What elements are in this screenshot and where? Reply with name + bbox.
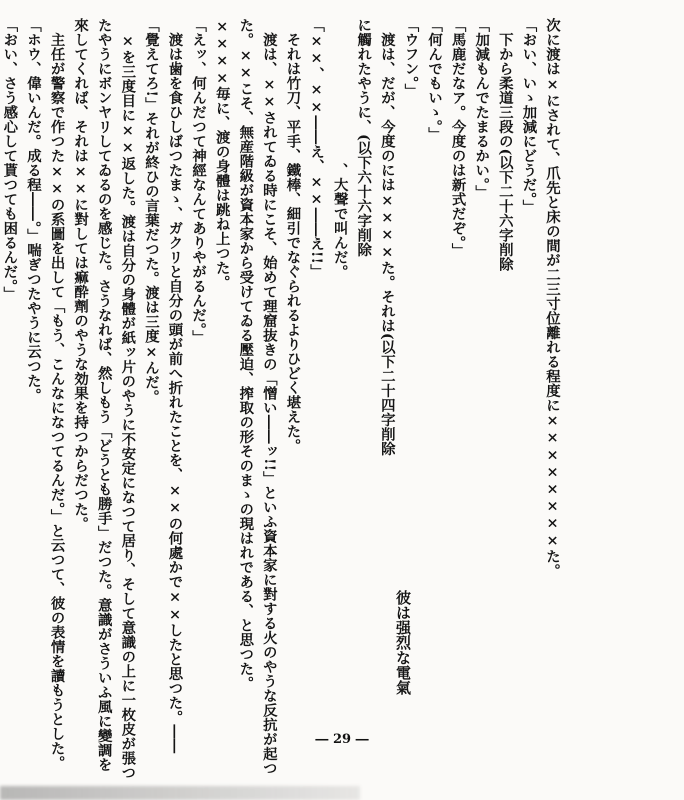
text-line: たやうにボンヤリしてゐるのを感じた。さうなれば、然しもう「どうとも勝手」だつた。意識がさういふ風に變調を — [95, 18, 113, 772]
text-line: 、大聲で叫んだ。 — [331, 18, 349, 279]
text-line: 「おい、さう感心して貰つても困るんだ。」 — [1, 18, 19, 301]
text-line: 渡は歯を食ひしばつたまゝ、ガクリと自分の頭が前へ折れたことを、××の何處かで××したと思つた。―― — [166, 18, 184, 754]
side-note-text: 彼は强烈な電氣 — [394, 590, 412, 695]
text-line: ×を三度目に××返した。渡は自分の身體が紙ッ片のやうに不安定になつて居り、そして意識の上に一枚皮が張つ — [119, 18, 137, 780]
bottom-edge-bleed — [0, 786, 360, 800]
text-line: に觸れたやうに、(以下六十六字削除 — [355, 18, 373, 257]
text-line: ××××毎に、渡の身體は跳ね上つた。 — [213, 18, 231, 290]
text-line: 「おい、いゝ加減にどうだ。」 — [520, 18, 538, 214]
text-line: 渡は、××されてゐる時にこそ、始めて理窟抜きの「憎い――ッ!!」といふ資本家に對する火のやうな反抗が起つ — [260, 18, 278, 776]
page-number: ― 29 ― — [315, 732, 369, 747]
text-line: 「××、××――え、××――え!!」 — [308, 18, 326, 279]
text-line: 主任が警察で作つた××の系圖を出して「もう、こんなになつてるんだ。」と云つて、彼の表情を讀もうとした。 — [48, 18, 66, 770]
text-line: 「ホウ、偉いんだ。成る程――。」喘ぎつたやうに云つた。 — [24, 18, 42, 403]
text-line: 「えッ、何んだつて神經なんてありやがるんだ。」 — [190, 18, 208, 345]
text-line: 「何んでもいゝ。」 — [426, 18, 444, 142]
text-line: 「加減もんでたまるかい。」 — [473, 18, 491, 200]
text-line: 「覺えてろ!」それが終ひの言葉だつた。渡は三度×んだ。 — [142, 18, 160, 405]
text-line: 「馬鹿だなア。今度のは新式だぞ。」 — [449, 18, 467, 258]
text-line: 下から柔道三段の(以下二十六字削除 — [496, 18, 514, 272]
text-line: 「ウフン。」 — [402, 18, 420, 98]
text-line: 渡は、だが、今度のには××××た。それは(以下二十四字削除 — [378, 18, 396, 456]
text-line: 次に渡は×にされて、爪先と床の間が二三寸位離れる程度に××××××××た。 — [544, 18, 561, 578]
text-line: 來してくれば、それは××に對しては痲酔劑のやうな効果を持つからだつた。 — [72, 18, 90, 531]
text-line: た。××こそ、無産階級が資本家から受けてゐる壓迫、搾取の形そのまゝの現はれである、と思つた。 — [237, 18, 255, 691]
text-line: それは竹刀、平手、鐵棒、細引でなぐられるよりひどく堪えた。 — [284, 18, 302, 453]
